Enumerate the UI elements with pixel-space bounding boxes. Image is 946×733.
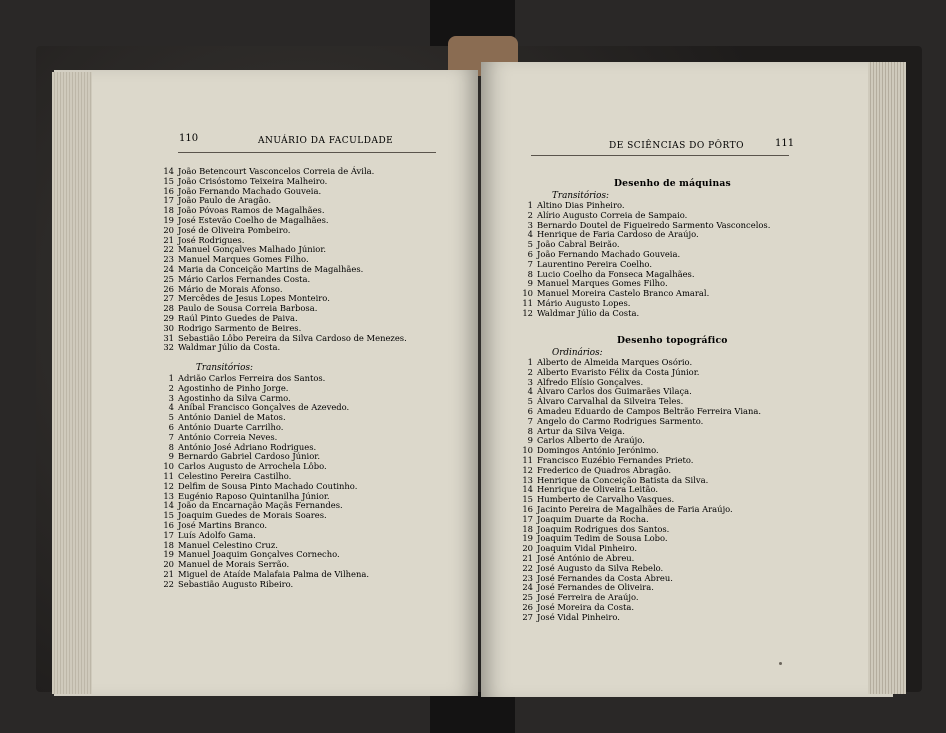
item-name: Frederico de Quadros Abragão. (537, 464, 672, 475)
item-name: Aníbal Francisco Gonçalves de Azevedo. (178, 402, 350, 413)
item-name: Carlos Alberto de Araújo. (537, 435, 645, 446)
item-name: Sebastião Augusto Ribeiro. (178, 578, 294, 589)
item-number: 21 (163, 568, 174, 579)
page-edges-left (52, 72, 92, 694)
left-header-rule (178, 152, 436, 153)
item-number: 11 (522, 297, 533, 308)
item-name: Adrião Carlos Ferreira dos Santos. (178, 373, 326, 383)
list-item (160, 343, 407, 353)
item-number: 3 (527, 376, 533, 387)
item-name: António Daniel de Matos. (178, 412, 286, 423)
item-number: 24 (522, 582, 533, 593)
item-name: Jacinto Pereira de Magalhães de Faria Araújo. (537, 503, 733, 514)
item-name: João Fernando Machado Gouveia. (178, 185, 322, 196)
item-number: 11 (163, 470, 174, 481)
item-name: João Fernando Machado Gouveia. (537, 248, 681, 259)
item-name: Francisco Euzébio Fernandes Prieto. (537, 454, 694, 465)
item-name: Joaquim Vidal Pinheiro. (537, 543, 638, 554)
item-number: 9 (527, 278, 533, 289)
item-number: 28 (163, 303, 174, 314)
section-title-desenho-maquinas: Desenho de máquinas (614, 178, 731, 189)
item-number: 25 (163, 273, 174, 284)
item-name: Bernardo Doutel de Figueiredo Sarmento Vasconcelos. (537, 219, 771, 230)
item-number: 13 (522, 474, 533, 485)
item-number: 32 (163, 342, 174, 353)
item-name: Waldmar Júlio da Costa. (178, 342, 281, 353)
item-name: João da Encarnação Maçãs Fernandes. (178, 500, 343, 511)
item-name: Álvaro Carlos dos Guimarães Vilaça. (537, 386, 692, 397)
right-page-number: 111 (775, 138, 795, 149)
item-number: 9 (527, 435, 533, 446)
item-number: 25 (522, 592, 533, 603)
item-name: José Moreira da Costa. (537, 601, 635, 612)
item-name: Álvaro Carvalhal da Silveira Teles. (537, 396, 684, 407)
item-number: 17 (522, 513, 533, 524)
item-number: 21 (163, 234, 174, 245)
item-name: Alfredo Elísio Gonçalves. (537, 376, 644, 387)
item-name: Joaquim Guedes de Morais Soares. (178, 510, 327, 521)
paper-speck (779, 662, 782, 665)
item-number: 20 (522, 543, 533, 554)
item-number: 10 (163, 461, 174, 472)
item-number: 8 (527, 425, 533, 436)
item-number: 17 (163, 529, 174, 540)
item-number: 24 (163, 263, 174, 274)
item-name: Manuel Celestino Cruz. (178, 539, 278, 550)
item-name: Henrique de Oliveira Leitão. (537, 484, 659, 495)
item-name: João Crisóstomo Teixeira Malheiro. (178, 175, 328, 186)
item-name: Maria da Conceição Martins de Magalhães. (178, 263, 364, 274)
item-number: 16 (163, 519, 174, 530)
item-number: 19 (163, 214, 174, 225)
desenho-maquinas-list (519, 201, 770, 319)
item-number: 8 (527, 268, 533, 279)
item-number: 4 (527, 229, 533, 240)
left-ordinarios-list (160, 167, 407, 353)
right-running-header: DE SCIÊNCIAS DO PÔRTO (609, 141, 745, 151)
item-number: 18 (163, 539, 174, 550)
item-name: Waldmar Júlio da Costa. (537, 307, 640, 318)
item-number: 22 (163, 244, 174, 255)
item-number: 8 (168, 441, 174, 452)
item-name: Joaquim Duarte da Rocha. (537, 513, 649, 524)
item-number: 4 (168, 402, 174, 413)
item-name: José Martins Branco. (178, 519, 268, 530)
item-number: 18 (163, 205, 174, 216)
item-number: 15 (522, 494, 533, 505)
item-number: 29 (163, 312, 174, 323)
item-name: Mário Augusto Lopes. (537, 297, 631, 308)
item-name: Amadeu Eduardo de Campos Beltrão Ferreira Viana. (537, 405, 762, 416)
item-number: 7 (527, 415, 533, 426)
item-number: 31 (163, 332, 174, 343)
item-name: Henrique da Conceição Batista da Silva. (537, 474, 709, 485)
page-edges-right (868, 62, 906, 694)
item-number: 6 (168, 421, 174, 432)
item-number: 6 (527, 405, 533, 416)
item-number: 2 (168, 382, 174, 393)
item-name: José Vidal Pinheiro. (537, 611, 620, 622)
item-name: João Cabral Beirão. (537, 239, 620, 250)
item-name: Altino Dias Pinheiro. (537, 200, 625, 210)
item-number: 5 (527, 396, 533, 407)
item-number: 11 (522, 454, 533, 465)
item-name: António Correia Neves. (178, 431, 278, 442)
item-name: Celestino Pereira Castilho. (178, 470, 292, 481)
section-title-desenho-topografico: Desenho topográfico (617, 335, 728, 346)
item-number: 3 (168, 392, 174, 403)
list-item (160, 580, 369, 590)
item-name: Paulo de Sousa Correia Barbosa. (178, 303, 318, 314)
item-number: 1 (168, 373, 174, 383)
item-name: José de Oliveira Pombeiro. (178, 224, 291, 235)
item-number: 15 (163, 510, 174, 521)
item-name: Alberto Evaristo Félix da Costa Júnior. (537, 366, 700, 377)
item-name: Manuel Marques Gomes Filho. (178, 254, 309, 265)
item-number: 3 (527, 219, 533, 230)
item-name: José Fernandes da Costa Abreu. (537, 572, 673, 583)
item-name: Carlos Augusto de Arrochela Lôbo. (178, 461, 327, 472)
item-number: 10 (522, 445, 533, 456)
item-number: 5 (168, 412, 174, 423)
item-name: Laurentino Pereira Coelho. (537, 258, 652, 269)
item-number: 14 (522, 484, 533, 495)
item-name: Lucio Coelho da Fonseca Magalhães. (537, 268, 695, 279)
item-number: 16 (522, 503, 533, 514)
item-name: João Paulo de Aragão. (178, 195, 272, 206)
item-number: 5 (527, 239, 533, 250)
desenho-topografico-list (519, 358, 761, 623)
item-number: 20 (163, 224, 174, 235)
item-number: 4 (527, 386, 533, 397)
item-number: 1 (527, 357, 533, 367)
item-name: Manuel Moreira Castelo Branco Amaral. (537, 288, 710, 299)
item-name: Delfim de Sousa Pinto Machado Coutinho. (178, 480, 358, 491)
item-name: João Póvoas Ramos de Magalhães. (178, 205, 325, 216)
item-number: 30 (163, 322, 174, 333)
item-name: Humberto de Carvalho Vasques. (537, 494, 675, 505)
left-transitorios-list (160, 374, 369, 590)
item-number: 14 (163, 166, 174, 176)
item-name: Raúl Pinto Guedes de Paiva. (178, 312, 298, 323)
item-name: Bernardo Gabriel Cardoso Júnior. (178, 451, 321, 462)
item-name: Agostinho da Silva Carmo. (178, 392, 291, 403)
item-number: 6 (527, 248, 533, 259)
item-name: António José Adriano Rodrigues. (178, 441, 317, 452)
item-name: Alberto de Almeida Marques Osório. (537, 357, 693, 367)
item-name: Henrique de Faria Cardoso de Araújo. (537, 229, 699, 240)
item-number: 2 (527, 366, 533, 377)
item-number: 23 (522, 572, 533, 583)
section2-subtitle: Ordinários: (552, 348, 603, 358)
item-number: 22 (522, 562, 533, 573)
item-name: Mercêdes de Jesus Lopes Monteiro. (178, 293, 330, 304)
item-number: 12 (522, 464, 533, 475)
item-number: 7 (168, 431, 174, 442)
item-number: 26 (163, 283, 174, 294)
item-name: Mário Carlos Fernandes Costa. (178, 273, 311, 284)
item-name: Joaquim Tedim de Sousa Lobo. (537, 533, 668, 544)
list-item (519, 613, 761, 623)
item-name: Sebastião Lôbo Pereira da Silva Cardoso de Menezes. (178, 332, 407, 343)
section1-subtitle: Transitórios: (552, 191, 609, 201)
item-name: José Rodrigues. (178, 234, 245, 245)
item-name: José Augusto da Silva Rebelo. (537, 562, 664, 573)
item-number: 16 (163, 185, 174, 196)
item-number: 27 (522, 611, 533, 622)
item-name: Eugénio Raposo Quintanilha Júnior. (178, 490, 330, 501)
item-name: Luís Adolfo Gama. (178, 529, 256, 540)
item-name: Joaquim Rodrigues dos Santos. (537, 523, 670, 534)
right-header-rule (531, 155, 789, 156)
left-running-header: ANUÁRIO DA FACULDADE (258, 136, 394, 146)
item-name: António Duarte Carrilho. (178, 421, 284, 432)
item-number: 22 (163, 578, 174, 589)
item-number: 23 (163, 254, 174, 265)
item-number: 7 (527, 258, 533, 269)
list-item (519, 309, 770, 319)
item-name: Domingos António Jerónimo. (537, 445, 659, 456)
item-name: Alírio Augusto Correia de Sampaio. (537, 209, 688, 220)
item-number: 13 (163, 490, 174, 501)
item-name: José Fernandes de Oliveira. (537, 582, 654, 593)
item-number: 12 (522, 307, 533, 318)
item-number: 10 (522, 288, 533, 299)
item-name: Artur da Silva Veiga. (537, 425, 625, 436)
item-name: Agostinho de Pinho Jorge. (178, 382, 289, 393)
item-number: 26 (522, 601, 533, 612)
item-name: Manuel de Morais Serrão. (178, 559, 290, 570)
item-name: José Estevão Coelho de Magalhães. (178, 214, 329, 225)
item-number: 15 (163, 175, 174, 186)
item-number: 12 (163, 480, 174, 491)
item-name: João Betencourt Vasconcelos Correia de Ávila. (178, 166, 375, 176)
item-name: Manuel Marques Gomes Filho. (537, 278, 668, 289)
item-name: Manuel Joaquim Gonçalves Cornecho. (178, 549, 340, 560)
item-number: 18 (522, 523, 533, 534)
item-number: 19 (522, 533, 533, 544)
left-transitorios-label: Transitórios: (196, 363, 253, 373)
item-number: 9 (168, 451, 174, 462)
item-name: Miguel de Ataíde Malafaia Palma de Vilhena. (178, 568, 370, 579)
item-name: Angelo do Carmo Rodrigues Sarmento. (537, 415, 704, 426)
item-number: 1 (527, 200, 533, 210)
left-page-number: 110 (179, 133, 199, 144)
item-name: Rodrigo Sarmento de Beires. (178, 322, 302, 333)
item-number: 21 (522, 552, 533, 563)
item-number: 2 (527, 209, 533, 220)
item-number: 19 (163, 549, 174, 560)
item-number: 17 (163, 195, 174, 206)
item-name: José Ferreira de Araújo. (537, 592, 639, 603)
item-name: José António de Abreu. (537, 552, 635, 563)
item-number: 27 (163, 293, 174, 304)
item-name: Mário de Morais Afonso. (178, 283, 283, 294)
item-number: 20 (163, 559, 174, 570)
item-number: 14 (163, 500, 174, 511)
item-name: Manuel Gonçalves Malhado Júnior. (178, 244, 327, 255)
